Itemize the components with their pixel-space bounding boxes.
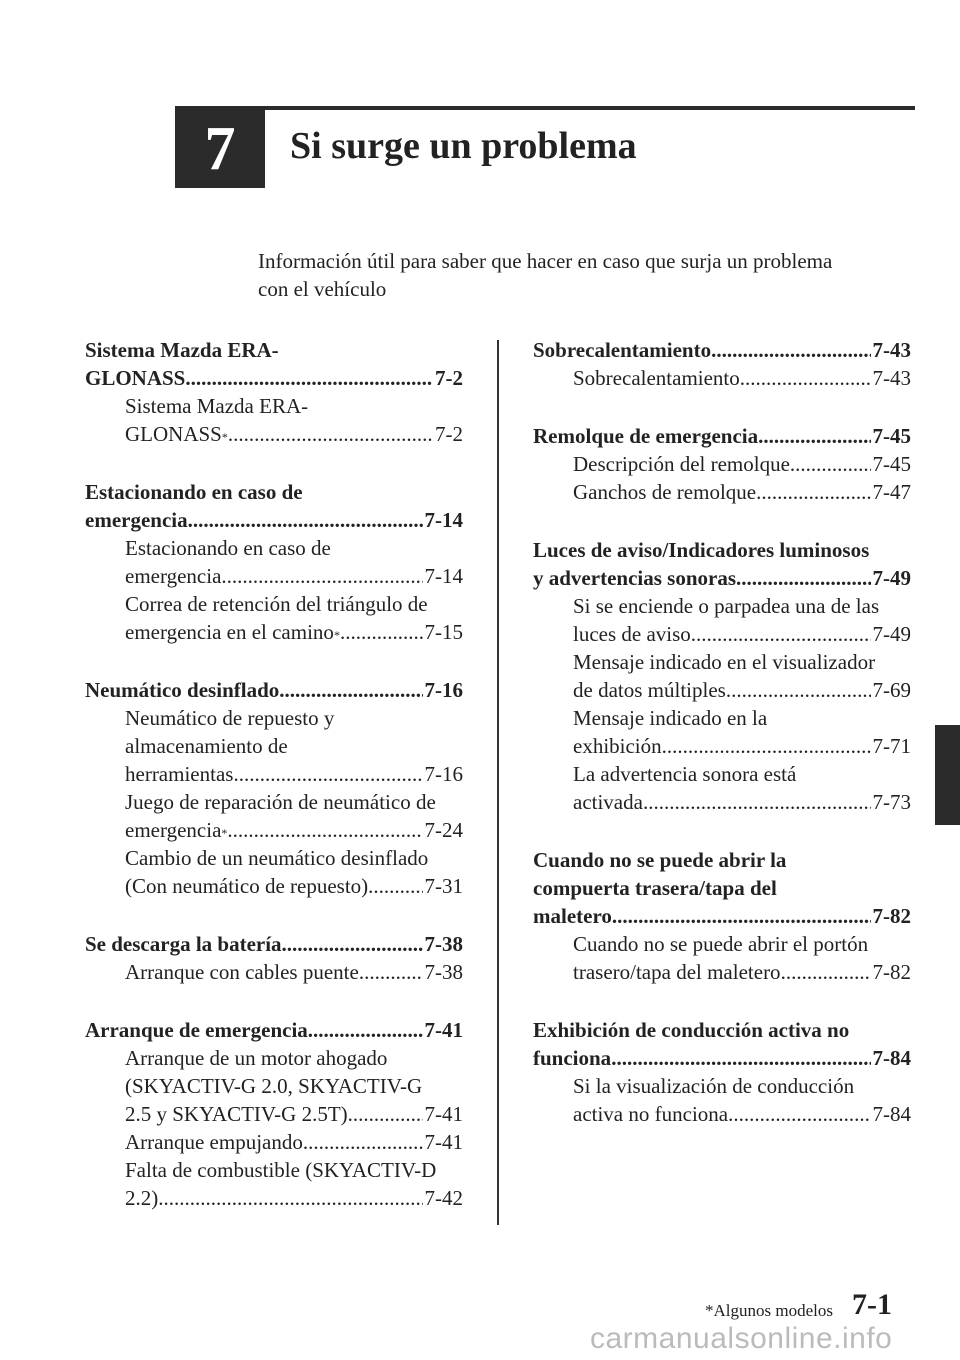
toc-section xyxy=(533,422,911,506)
toc-page-ref: 7-41 xyxy=(424,1018,463,1042)
chapter-thumb-tab xyxy=(935,725,960,825)
column-divider xyxy=(497,340,499,1225)
dot-leader xyxy=(756,478,870,506)
toc-entry-text: Mensaje indicado en el visualizador xyxy=(573,650,876,674)
toc-entry-line[interactable] xyxy=(533,450,911,478)
toc-entry-line[interactable]: emergencia * ..... 7-24 xyxy=(85,816,463,844)
toc-entry-line[interactable] xyxy=(85,562,463,590)
toc-page-ref: 7-16 xyxy=(424,762,463,786)
toc-entry-text: GLONASS xyxy=(125,422,222,446)
toc-entry-text-line xyxy=(85,534,463,562)
dot-leader xyxy=(233,760,422,788)
toc-entry-text: compuerta trasera/tapa del xyxy=(533,876,777,900)
toc-entry-text: emergencia en el camino xyxy=(125,620,334,644)
toc-entry-line[interactable] xyxy=(533,902,911,930)
toc-entry-text: Arranque de emergencia xyxy=(85,1018,308,1042)
toc-page-ref: 7-45 xyxy=(872,452,911,476)
toc-entry-text-line xyxy=(85,844,463,872)
toc-page-ref: 7-38 xyxy=(424,960,463,984)
toc-entry-text: Estacionando en caso de xyxy=(125,536,331,560)
chapter-number-badge xyxy=(175,110,265,188)
toc-page-ref: 7-38 xyxy=(424,932,463,956)
toc-section xyxy=(85,676,463,900)
dot-leader xyxy=(279,676,422,704)
toc-page-ref: 7-31 xyxy=(424,874,463,898)
toc-page-ref: 7-14 xyxy=(424,564,463,588)
toc-entry-text: Cuando no se puede abrir la xyxy=(533,848,787,872)
toc-entry-text-line xyxy=(85,788,463,816)
toc-section xyxy=(85,478,463,646)
chapter-intro xyxy=(258,247,898,303)
chapter-number: 7 xyxy=(204,115,236,183)
toc-section xyxy=(533,536,911,816)
dot-leader xyxy=(359,958,423,986)
toc-page-ref: 7-45 xyxy=(872,424,911,448)
toc-entry-text-line xyxy=(533,592,911,620)
toc-entry-text: Arranque empujando xyxy=(125,1130,303,1154)
footnote: *Algunos modelos xyxy=(705,1301,833,1320)
toc-entry-line[interactable] xyxy=(85,760,463,788)
toc-entry-line[interactable] xyxy=(533,478,911,506)
toc-entry-text: Sistema Mazda ERA- xyxy=(85,338,279,362)
watermark: carmanualsonline.info xyxy=(590,1322,893,1355)
toc-column-left xyxy=(85,336,463,1242)
toc-entry-text: Neumático de repuesto y xyxy=(125,706,335,730)
dot-leader xyxy=(228,420,433,448)
toc-entry-text-line xyxy=(533,874,911,902)
toc-entry-text: 2.5 y SKYACTIV-G 2.5T) xyxy=(125,1102,348,1126)
toc-entry-text: emergencia xyxy=(125,818,222,842)
toc-entry-line[interactable] xyxy=(533,364,911,392)
toc-entry-text: Luces de aviso/Indicadores luminosos xyxy=(533,538,870,562)
toc-entry-text: herramientas xyxy=(125,762,234,786)
toc-page-ref: 7-84 xyxy=(872,1046,911,1070)
toc-entry-line[interactable] xyxy=(533,564,911,592)
toc-entry-text-line xyxy=(85,704,463,732)
toc-section xyxy=(85,336,463,448)
toc-entry-text: Si se enciende o parpadea una de las xyxy=(573,594,880,618)
toc-entry-text: (SKYACTIV-G 2.0, SKYACTIV-G xyxy=(125,1074,423,1098)
toc-page-ref: 7-16 xyxy=(424,678,463,702)
toc-entry-text-line xyxy=(85,590,463,618)
toc-entry-text: Arranque con cables puente xyxy=(125,960,359,984)
toc-entry-text: activada xyxy=(573,790,643,814)
dot-leader xyxy=(221,562,422,590)
toc-entry-text-line xyxy=(533,1072,911,1100)
toc-entry-text: emergencia xyxy=(85,508,188,532)
toc-entry-line[interactable] xyxy=(85,1184,463,1212)
toc-entry-text-line xyxy=(533,1016,911,1044)
toc-entry-text: Cuando no se puede abrir el portón xyxy=(573,932,869,956)
toc-entry-line[interactable] xyxy=(85,872,463,900)
toc-page-ref: 7-41 xyxy=(424,1130,463,1154)
toc-entry-line[interactable] xyxy=(533,676,911,704)
dot-leader xyxy=(282,930,423,958)
toc-entry-text: de datos múltiples xyxy=(573,678,726,702)
toc-page-ref: 7-71 xyxy=(872,734,911,758)
toc-entry-text-line xyxy=(533,648,911,676)
dot-leader xyxy=(711,336,870,364)
toc-entry-line[interactable] xyxy=(85,1016,463,1044)
dot-leader xyxy=(612,902,871,930)
toc-entry-line[interactable] xyxy=(85,930,463,958)
dot-leader xyxy=(662,732,871,760)
dot-leader xyxy=(726,676,871,704)
toc-entry-line[interactable] xyxy=(533,422,911,450)
toc-entry-text: GLONASS xyxy=(85,366,186,390)
toc-entry-text: Juego de reparación de neumático de xyxy=(125,790,436,814)
toc-entry-text: exhibición xyxy=(573,734,662,758)
toc-entry-line[interactable] xyxy=(533,1100,911,1128)
toc-entry-text-line xyxy=(533,760,911,788)
toc-entry-text-line xyxy=(85,1044,463,1072)
dot-leader xyxy=(611,1044,870,1072)
toc-entry-text: Sobrecalentamiento xyxy=(533,338,712,362)
dot-leader xyxy=(643,788,871,816)
dot-leader xyxy=(303,1128,423,1156)
dot-leader xyxy=(188,506,423,534)
toc-page-ref: 7-42 xyxy=(424,1186,463,1210)
toc-entry-text-line xyxy=(85,1072,463,1100)
toc-entry-text: Neumático desinflado xyxy=(85,678,280,702)
toc-section xyxy=(85,930,463,986)
toc-page-ref: 7-84 xyxy=(872,1102,911,1126)
toc-entry-text-line xyxy=(533,704,911,732)
toc-entry-line[interactable] xyxy=(85,364,463,392)
dot-leader xyxy=(368,872,422,900)
toc-entry-text: Descripción del remolque xyxy=(573,452,790,476)
toc-entry-text-line xyxy=(85,392,463,420)
toc-entry-line[interactable] xyxy=(85,676,463,704)
toc-entry-text: Falta de combustible (SKYACTIV-D xyxy=(125,1158,437,1182)
toc-entry-text-line xyxy=(85,336,463,364)
toc-entry-text: La advertencia sonora está xyxy=(573,762,797,786)
toc-entry-text: almacenamiento de xyxy=(125,734,288,758)
chapter-header-rule xyxy=(175,106,915,110)
toc-entry-line[interactable] xyxy=(533,336,911,364)
dot-leader xyxy=(158,1184,422,1212)
toc-entry-text-line xyxy=(533,846,911,874)
toc-entry-text: Correa de retención del triángulo de xyxy=(125,592,428,616)
toc-entry-text: Cambio de un neumático desinflado xyxy=(125,846,429,870)
toc-page-ref: 7-24 xyxy=(424,818,463,842)
toc-section xyxy=(533,1016,911,1128)
toc-entry-text: Arranque de un motor ahogado xyxy=(125,1046,388,1070)
dot-leader xyxy=(781,958,871,986)
toc-entry-text-line xyxy=(85,1156,463,1184)
dot-leader xyxy=(740,364,871,392)
toc-entry-line[interactable] xyxy=(533,1044,911,1072)
toc-page-ref: 7-2 xyxy=(435,366,463,390)
toc-entry-text-line xyxy=(533,536,911,564)
toc-page-ref: 7-41 xyxy=(424,1102,463,1126)
toc-entry-line[interactable] xyxy=(85,1100,463,1128)
toc-entry-text: emergencia xyxy=(125,564,222,588)
toc-entry-text: Si la visualización de conducción xyxy=(573,1074,855,1098)
toc-page-ref: 7-69 xyxy=(872,678,911,702)
toc-entry-line[interactable] xyxy=(85,506,463,534)
chapter-intro-line: Información útil para saber que hacer en caso que surja un problema xyxy=(258,249,833,273)
toc-page-ref: 7-82 xyxy=(872,904,911,928)
toc-page-ref: 7-2 xyxy=(435,422,463,446)
toc-entry-text: funciona xyxy=(533,1046,612,1070)
toc-page-ref: 7-43 xyxy=(872,338,911,362)
dot-leader xyxy=(728,1100,870,1128)
toc-entry-text: Ganchos de remolque xyxy=(573,480,757,504)
toc-entry-text: trasero/tapa del maletero xyxy=(573,960,781,984)
toc-entry-line[interactable] xyxy=(533,732,911,760)
page-number: 7-1 xyxy=(852,1288,892,1321)
toc-entry-text: Mensaje indicado en la xyxy=(573,706,768,730)
toc-entry-text: 2.2) xyxy=(125,1186,159,1210)
dot-leader xyxy=(340,618,423,646)
dot-leader xyxy=(348,1100,423,1128)
toc-entry-text: activa no funciona xyxy=(573,1102,729,1126)
toc-entry-text: maletero xyxy=(533,904,612,928)
toc-entry-line[interactable] xyxy=(85,1128,463,1156)
toc-section xyxy=(533,846,911,986)
toc-page-ref: 7-73 xyxy=(872,790,911,814)
toc-entry-text: Sistema Mazda ERA- xyxy=(125,394,309,418)
toc-entry-text: Sobrecalentamiento xyxy=(573,366,740,390)
toc-page-ref: 7-14 xyxy=(424,508,463,532)
dot-leader xyxy=(790,450,871,478)
toc-column-right xyxy=(533,336,911,1158)
toc-entry-line[interactable]: GLONASS * ..... 7-2 xyxy=(85,420,463,448)
dot-leader xyxy=(736,564,871,592)
toc-entry-line[interactable] xyxy=(533,788,911,816)
toc-entry-line[interactable]: emergencia en el camino * ..... 7-15 xyxy=(85,618,463,646)
toc-page-ref: 7-49 xyxy=(872,566,911,590)
toc-entry-text: Estacionando en caso de xyxy=(85,480,303,504)
toc-page-ref: 7-47 xyxy=(872,480,911,504)
dot-leader xyxy=(227,816,422,844)
toc-entry-text: Remolque de emergencia xyxy=(533,424,759,448)
dot-leader xyxy=(308,1016,423,1044)
toc-page-ref: 7-15 xyxy=(424,620,463,644)
toc-entry-text: luces de aviso xyxy=(573,622,691,646)
dot-leader xyxy=(758,422,870,450)
dot-leader xyxy=(691,620,871,648)
chapter-intro-line: con el vehículo xyxy=(258,277,387,301)
toc-entry-text-line xyxy=(533,930,911,958)
toc-page-ref: 7-43 xyxy=(872,366,911,390)
toc-entry-text: Exhibición de conducción activa no xyxy=(533,1018,850,1042)
toc-entry-text: y advertencias sonoras xyxy=(533,566,736,590)
toc-entry-text: Se descarga la batería xyxy=(85,932,282,956)
chapter-title: Si surge un problema xyxy=(290,125,637,167)
toc-entry-line[interactable] xyxy=(85,958,463,986)
toc-entry-text-line xyxy=(85,732,463,760)
toc-page-ref: 7-49 xyxy=(872,622,911,646)
toc-page-ref: 7-82 xyxy=(872,960,911,984)
toc-entry-text-line xyxy=(85,478,463,506)
toc-entry-text: (Con neumático de repuesto) xyxy=(125,874,369,898)
toc-entry-line[interactable] xyxy=(533,620,911,648)
dot-leader xyxy=(185,364,433,392)
toc-section xyxy=(533,336,911,392)
toc-entry-line[interactable] xyxy=(533,958,911,986)
toc-section xyxy=(85,1016,463,1212)
